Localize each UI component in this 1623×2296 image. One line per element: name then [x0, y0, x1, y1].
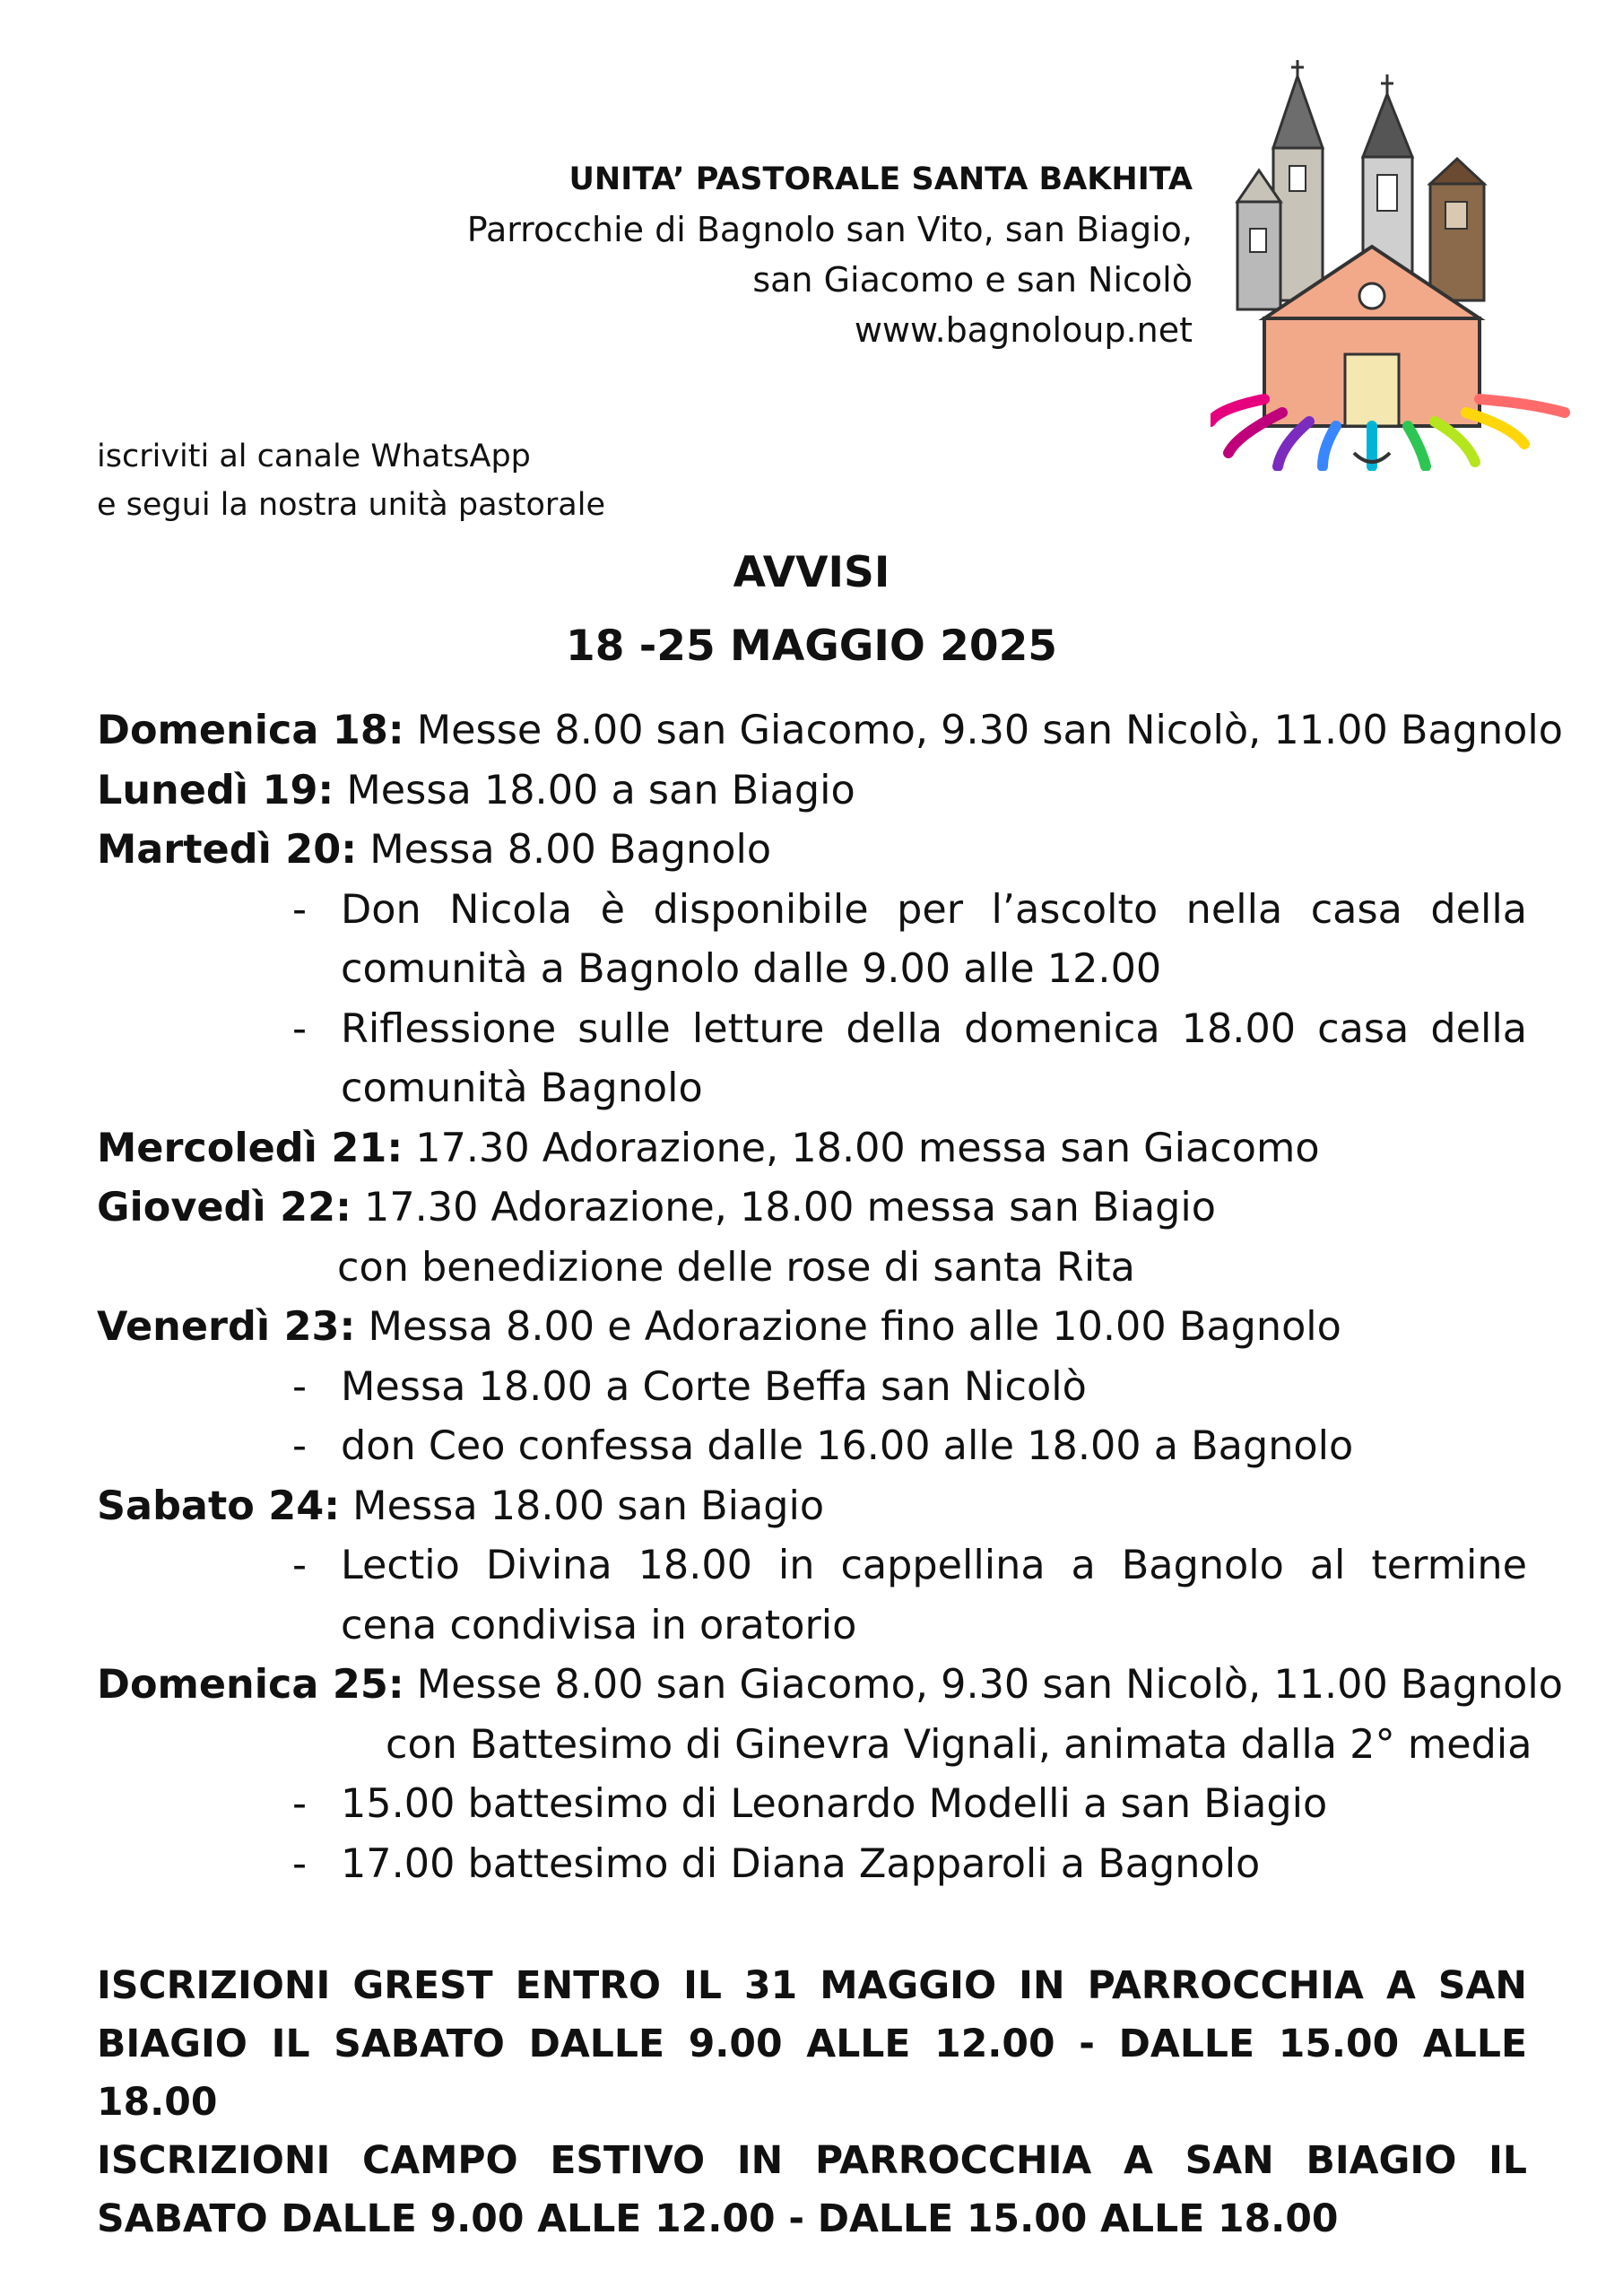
list-item: [97, 881, 1527, 1000]
church-logo-icon: [1211, 58, 1578, 471]
registration-notices: [97, 1957, 1527, 2248]
bullet-text: 17.00 battesimo di Diana Zapparoli a Bagnolo: [341, 1840, 1261, 1887]
schedule-list: [97, 701, 1563, 1894]
schedule-entry: [97, 1119, 1527, 1179]
bullet-dash: -: [292, 1781, 308, 1827]
parishes-line-2: san Giacomo e san Nicolò: [752, 260, 1193, 300]
whatsapp-note: [97, 432, 605, 529]
list-item: [97, 1000, 1527, 1119]
day-label: Mercoledì 21:: [97, 1125, 404, 1171]
bullet-text: 15.00 battesimo di Leonardo Modelli a san Biagio: [341, 1781, 1328, 1827]
entry-text: 17.30 Adorazione, 18.00 messa san Biagio: [351, 1185, 1216, 1231]
list-item: [97, 1775, 1527, 1835]
list-item: [97, 1358, 1527, 1418]
day-label: Domenica 25:: [97, 1662, 404, 1708]
schedule-entry: [97, 701, 1563, 761]
schedule-entry: [97, 761, 1527, 822]
entry-text: 17.30 Adorazione, 18.00 messa san Giacomo: [403, 1125, 1320, 1171]
entry-text: Messa 18.00 a san Biagio: [334, 767, 855, 813]
day-label: Sabato 24:: [97, 1483, 341, 1529]
schedule-entry: [97, 1656, 1563, 1716]
entry-text: Messa 8.00 e Adorazione fino alle 10.00 Bagnolo: [355, 1304, 1341, 1350]
day-label: Venerdì 23:: [97, 1304, 356, 1350]
entry-continuation: con Battesimo di Ginevra Vignali, animata dalla 2° media: [386, 1721, 1532, 1768]
bullet-text: Riflessione sulle letture della domenica 18.00 casa della comunità Bagnolo: [341, 1005, 1527, 1111]
day-label: Giovedì 22:: [97, 1185, 352, 1231]
entry-text: Messa 8.00 Bagnolo: [357, 827, 772, 873]
page-title: [0, 536, 1623, 683]
grest-registration: ISCRIZIONI GREST ENTRO IL 31 MAGGIO IN PARROCCHIA A SAN BIAGIO IL SABATO DALLE 9.00 ALLE 12.00 - DALLE 15.00 ALLE 18.00: [97, 1964, 1527, 2125]
list-item: [97, 1835, 1527, 1895]
whatsapp-line-1: iscriviti al canale WhatsApp: [97, 439, 531, 474]
bullet-dash: -: [292, 1423, 308, 1469]
summer-camp-registration: ISCRIZIONI CAMPO ESTIVO IN PARROCCHIA A SAN BIAGIO IL SABATO DALLE 9.00 ALLE 12.00 - DALLE 15.00 ALLE 18.00: [97, 2139, 1527, 2241]
bullet-text: Don Nicola è disponibile per l’ascolto nella casa della comunità a Bagnolo dalle 9.00 alle 12.00: [341, 886, 1527, 992]
bullet-text: don Ceo confessa dalle 16.00 alle 18.00 a Bagnolo: [341, 1423, 1354, 1469]
header-block: [296, 154, 1193, 355]
whatsapp-line-2: e segui la nostra unità pastorale: [97, 487, 606, 523]
title-avvisi: AVVISI: [733, 548, 890, 597]
org-name: UNITA’ PASTORALE SANTA BAKHITA: [568, 161, 1193, 197]
bullet-dash: -: [292, 1840, 308, 1887]
schedule-entry: [97, 1298, 1527, 1358]
list-item: [97, 1536, 1527, 1656]
bullet-dash: -: [292, 886, 308, 933]
schedule-entry: [97, 1477, 1527, 1537]
parishes-line-1: Parrocchie di Bagnolo san Vito, san Biagio,: [466, 210, 1193, 249]
entry-continuation: con benedizione delle rose di santa Rita: [337, 1244, 1135, 1291]
schedule-entry: [97, 821, 1527, 881]
bullet-text: Lectio Divina 18.00 in cappellina a Bagnolo al termine cena condivisa in oratorio: [341, 1543, 1527, 1648]
day-label: Martedì 20:: [97, 827, 358, 873]
title-dates: 18 -25 MAGGIO 2025: [566, 622, 1057, 671]
schedule-entry: [97, 1178, 1527, 1239]
list-item: [97, 1417, 1527, 1477]
bullet-text: Messa 18.00 a Corte Beffa san Nicolò: [341, 1363, 1087, 1410]
entry-text: Messe 8.00 san Giacomo, 9.30 san Nicolò, 11.00 Bagnolo: [404, 1662, 1563, 1708]
entry-text: Messa 18.00 san Biagio: [340, 1483, 825, 1529]
bullet-dash: -: [292, 1363, 308, 1410]
bullet-dash: -: [292, 1005, 308, 1052]
day-label: Domenica 18:: [97, 708, 404, 753]
day-label: Lunedì 19:: [97, 767, 334, 813]
bullet-dash: -: [292, 1543, 308, 1588]
entry-text: Messe 8.00 san Giacomo, 9.30 san Nicolò, 11.00 Bagnolo: [404, 708, 1563, 753]
website-link[interactable]: www.bagnoloup.net: [854, 310, 1193, 350]
